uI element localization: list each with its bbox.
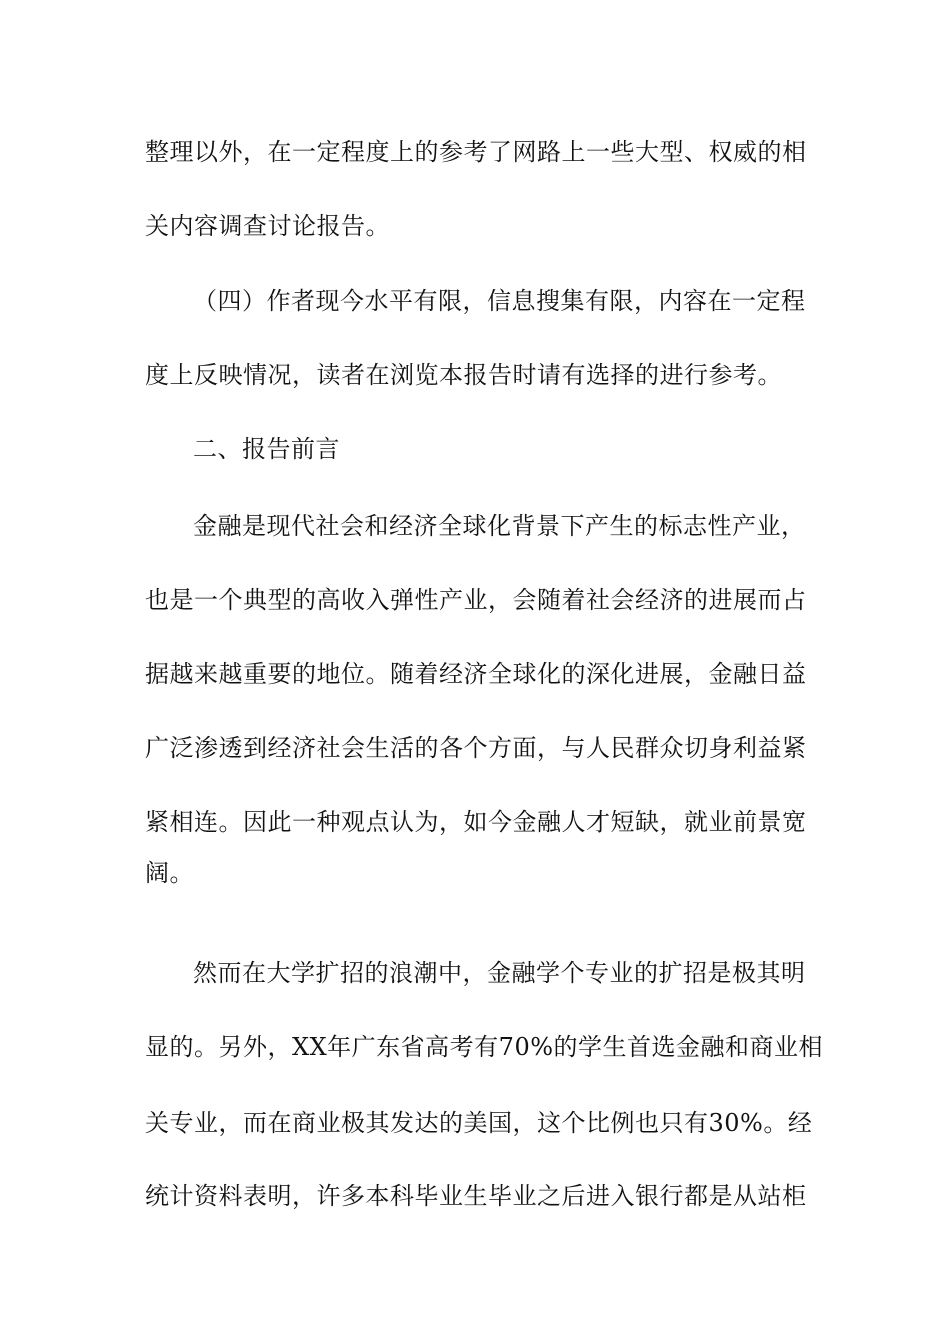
paragraph-start-line: 然而在大学扩招的浪潮中，金融学个专业的扩招是极其明	[193, 959, 806, 987]
text-line: 也是一个典型的高收入弹性产业，会随着社会经济的进展而占	[145, 586, 807, 614]
text-line: 关专业，而在商业极其发达的美国，这个比例也只有30%。经	[145, 1109, 813, 1137]
text-line: 整理以外，在一定程度上的参考了网路上一些大型、权威的相	[145, 138, 807, 166]
text-line: 阔。	[145, 859, 194, 887]
section-heading: 二、报告前言	[193, 435, 340, 463]
paragraph-start-line: （四）作者现今水平有限，信息搜集有限，内容在一定程	[193, 287, 806, 315]
text-line: 关内容调查讨论报告。	[145, 212, 390, 240]
text-line: 度上反映情况，读者在浏览本报告时请有选择的进行参考。	[145, 361, 782, 389]
text-line: 统计资料表明，许多本科毕业生毕业之后进入银行都是从站柜	[145, 1182, 807, 1210]
paragraph-start-line: 金融是现代社会和经济全球化背景下产生的标志性产业，	[193, 512, 806, 540]
text-line: 显的。另外，XX年广东省高考有70%的学生首选金融和商业相	[145, 1033, 824, 1061]
text-line: 紧相连。因此一种观点认为，如今金融人才短缺，就业前景宽	[145, 808, 807, 836]
text-line: 广泛渗透到经济社会生活的各个方面，与人民群众切身利益紧	[145, 734, 807, 762]
text-line: 据越来越重要的地位。随着经济全球化的深化进展，金融日益	[145, 660, 807, 688]
